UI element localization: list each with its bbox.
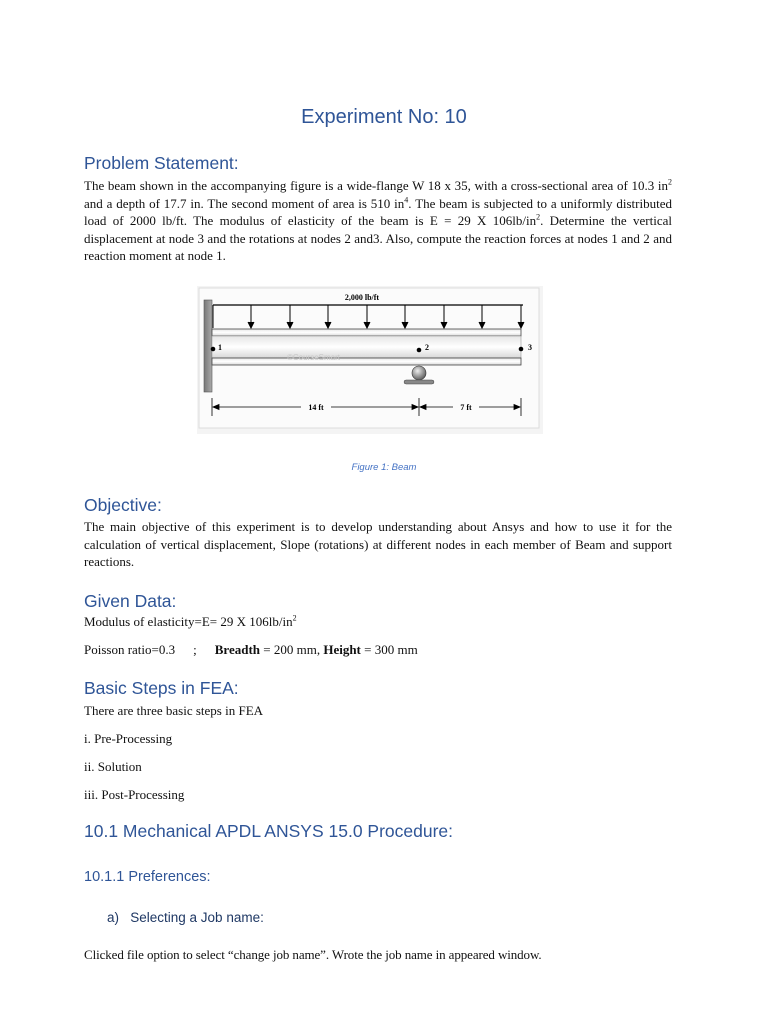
step-item: iii. Post-Processing [84, 787, 185, 802]
step-item: ii. Solution [84, 759, 142, 774]
problem-statement-text: The beam shown in the accompanying figure is a wide-flange W 18 x 35, with a cross-sectional area of 10.3 $in^2$ and a depth of 17.7 in. The second moment of area is 510 $in^4$. The beam is subjected to a uniformly distributed load of 2000 lb/ft. The modulus of elasticity of the beam is E = 29 X $106lb/in^2$. Determine the vertical displacement at node 3 and the rotations at nodes 2 and3. Also, compute the reaction forces at nodes 1 and 2 and reaction moment at node 1. [84, 177, 672, 263]
preferences-subheading: 10.1.1 Preferences: [84, 869, 211, 885]
dim-14ft: 14 ft [308, 403, 324, 412]
basic-steps-intro: There are three basic steps in FEA [84, 703, 264, 718]
given-data-heading: Given Data: [84, 591, 177, 611]
fixed-wall [204, 300, 212, 392]
beam-figure [197, 286, 543, 434]
modulus-line: Modulus of elasticity=E= 29 X $106lb/in^2$ [84, 613, 297, 629]
node-3-label: 3 [528, 343, 532, 352]
node-1-dot [211, 347, 216, 352]
figure-caption: Figure 1: Beam [351, 462, 417, 473]
poisson-line: Poisson ratio=0.3 ; Breadth = 200 mm, Height = 300 mm [84, 642, 418, 657]
procedure-heading: 10.1 Mechanical APDL ANSYS 15.0 Procedure: [84, 821, 454, 841]
procedure-text: Clicked file option to select “change job name”. Wrote the job name in appeared window. [84, 947, 542, 962]
beam-bottom-flange [212, 358, 521, 365]
objective-heading: Objective: [84, 495, 162, 515]
load-label: 2,000 lb/ft [344, 293, 380, 302]
beam-web [212, 336, 521, 358]
node-2-dot [417, 348, 422, 353]
watermark: ©CourseSmart [287, 353, 341, 362]
page-title: Experiment No: 10 [301, 106, 467, 128]
step-item: i. Pre-Processing [84, 731, 173, 746]
beam-top-flange [212, 329, 521, 336]
roller-base [404, 380, 434, 384]
basic-steps-heading: Basic Steps in FEA: [84, 678, 239, 698]
node-3-dot [519, 347, 524, 352]
node-2-label: 2 [425, 343, 429, 352]
node-1-label: 1 [218, 343, 222, 352]
dim-7ft: 7 ft [460, 403, 472, 412]
job-name-subheading: a) Selecting a Job name: [107, 910, 264, 925]
objective-text: The main objective of this experiment is to develop understanding about Ansys and how to use it for the calculation of vertical displacement, Slope (rotations) at different nodes in each member of Beam and support reactions. [84, 519, 672, 569]
problem-statement-heading: Problem Statement: [84, 153, 239, 173]
roller-support [412, 366, 426, 380]
